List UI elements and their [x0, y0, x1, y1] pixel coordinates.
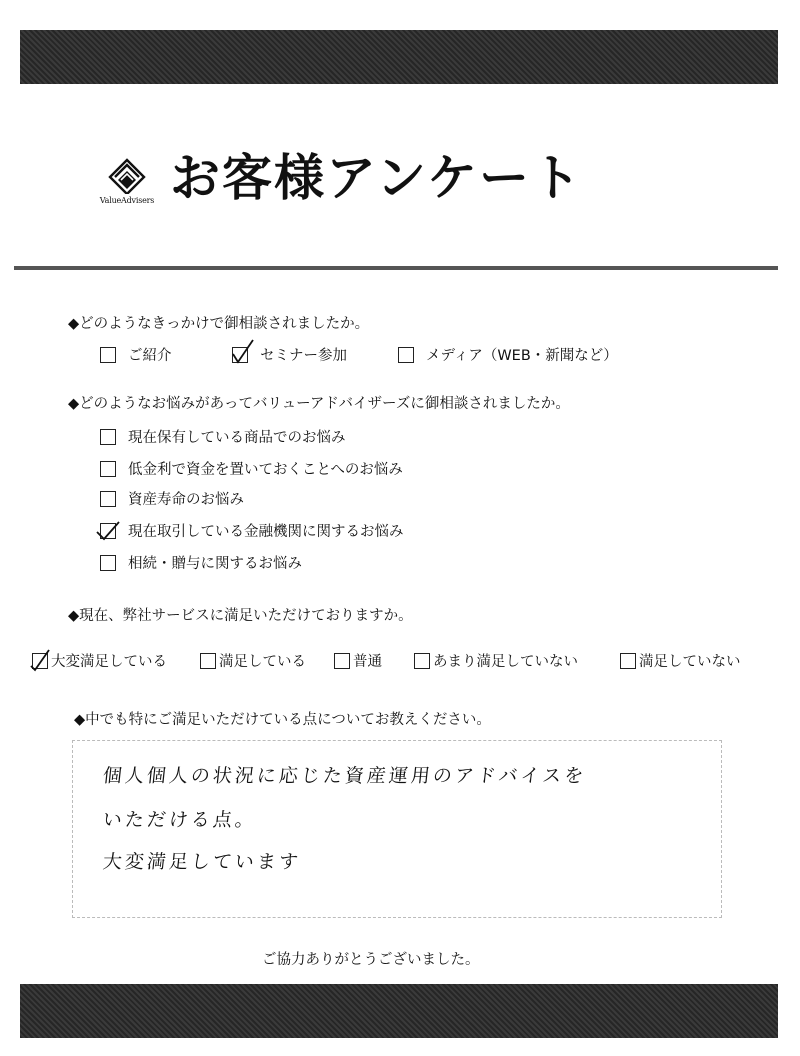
- checkbox[interactable]: [200, 653, 216, 669]
- question-3: ◆現在、弊社サービスに満足いただけておりますか。: [68, 608, 413, 624]
- footer-band: [20, 984, 778, 1038]
- checkbox[interactable]: [334, 653, 350, 669]
- question-4: ◆中でも特にご満足いただけている点についてお教えください。: [74, 712, 491, 728]
- title-divider: [14, 266, 778, 270]
- option-label: 普通: [353, 654, 382, 670]
- option-label: 大変満足している: [51, 654, 167, 670]
- checkbox[interactable]: [100, 555, 116, 571]
- question-2: ◆どのようなお悩みがあってバリューアドバイザーズに御相談されましたか。: [68, 396, 570, 412]
- q3-option-very-satisfied[interactable]: [32, 650, 167, 671]
- handwritten-answer-line: 個人個人の状況に応じた資産運用のアドバイスを: [101, 765, 588, 787]
- q1-option-referral[interactable]: [100, 344, 172, 365]
- comment-box[interactable]: [72, 740, 722, 918]
- option-label: 低金利で資金を置いておくことへのお悩み: [128, 462, 403, 478]
- q3-option-satisfied[interactable]: [200, 650, 306, 671]
- option-label: メディア（WEB・新聞など）: [426, 348, 618, 364]
- handwritten-answer-line: 大変満足しています: [101, 851, 303, 873]
- q3-option-not-very-satisfied[interactable]: [414, 650, 578, 671]
- diamond-logo-icon: [106, 158, 148, 194]
- option-label: 資産寿命のお悩み: [128, 492, 244, 508]
- q2-option-financial-institution[interactable]: [100, 520, 404, 541]
- q2-option-holdings[interactable]: [100, 426, 346, 447]
- q2-option-low-interest[interactable]: [100, 458, 403, 479]
- checkbox[interactable]: [620, 653, 636, 669]
- q2-option-inheritance[interactable]: [100, 552, 302, 573]
- company-logo: [96, 158, 158, 208]
- handwritten-check-icon: [231, 342, 255, 366]
- q2-option-asset-longevity[interactable]: [100, 488, 244, 509]
- checkbox[interactable]: [100, 429, 116, 445]
- checkbox-checked[interactable]: [32, 653, 48, 669]
- checkbox-checked[interactable]: [232, 347, 248, 363]
- option-label: 現在保有している商品でのお悩み: [128, 430, 346, 446]
- checkbox[interactable]: [398, 347, 414, 363]
- handwritten-check-icon: [99, 518, 123, 542]
- option-label: セミナー参加: [260, 348, 347, 364]
- checkbox[interactable]: [100, 461, 116, 477]
- checkbox-checked[interactable]: [100, 523, 116, 539]
- question-1: ◆どのようなきっかけで御相談されましたか。: [68, 316, 370, 332]
- q1-option-seminar[interactable]: [232, 344, 347, 365]
- closing-message: ご協力ありがとうございました。: [262, 952, 480, 968]
- q3-option-not-satisfied[interactable]: [620, 650, 741, 671]
- header-band: [20, 30, 778, 84]
- logo-text: ValueAdvisers: [99, 196, 155, 205]
- handwritten-check-icon: [31, 648, 55, 672]
- checkbox[interactable]: [100, 347, 116, 363]
- page-title: お客様アンケート: [170, 149, 583, 207]
- option-label: 満足している: [219, 654, 306, 670]
- option-label: 相続・贈与に関するお悩み: [128, 556, 302, 572]
- option-label: 満足していない: [639, 654, 741, 670]
- q1-option-media[interactable]: [398, 344, 618, 365]
- q3-option-neutral[interactable]: [334, 650, 382, 671]
- option-label: 現在取引している金融機関に関するお悩み: [128, 524, 404, 540]
- handwritten-answer-line: いただける点。: [101, 809, 259, 831]
- option-label: ご紹介: [128, 348, 172, 364]
- checkbox[interactable]: [414, 653, 430, 669]
- checkbox[interactable]: [100, 491, 116, 507]
- option-label: あまり満足していない: [433, 654, 578, 670]
